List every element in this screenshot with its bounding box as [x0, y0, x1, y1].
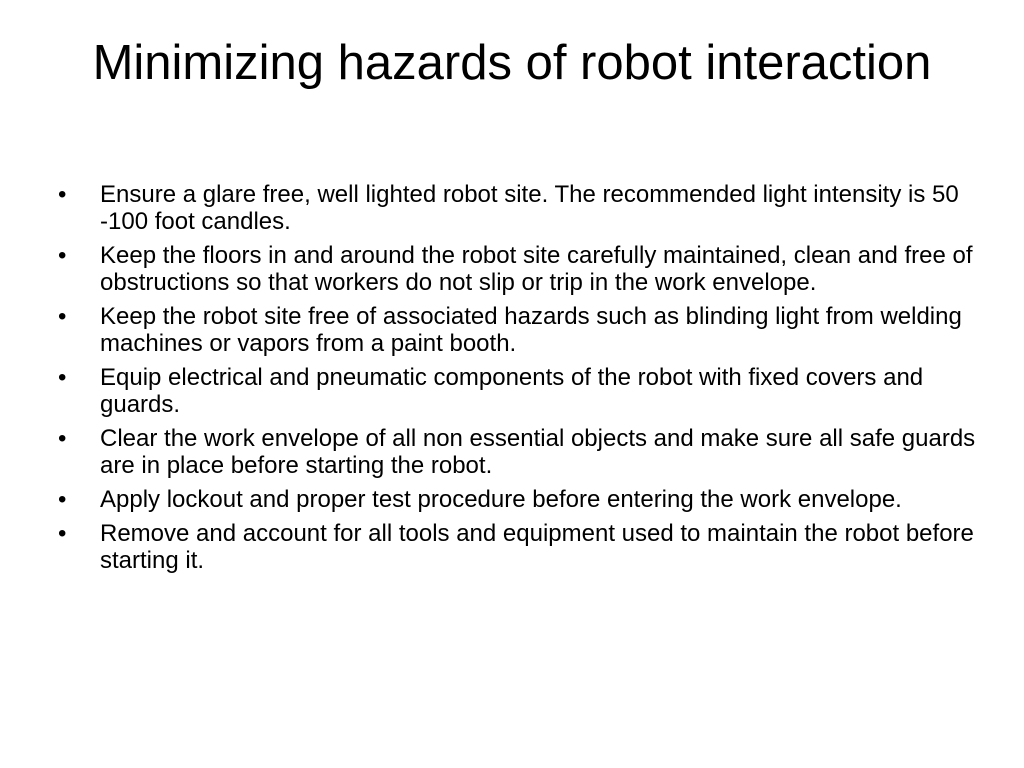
- bullet-item: [56, 181, 976, 235]
- bullet-text: Remove and account for all tools and equipment used to maintain the robot before starting it.: [100, 520, 974, 574]
- bullet-item: [56, 303, 976, 357]
- bullet-item: [56, 364, 976, 418]
- bullet-text: Ensure a glare free, well lighted robot site. The recommended light intensity is 50 -100 foot candles.: [100, 181, 959, 235]
- bullet-text: Apply lockout and proper test procedure before entering the work envelope.: [100, 486, 902, 513]
- slide-title: Minimizing hazards of robot interaction: [92, 36, 932, 90]
- bullet-text: Equip electrical and pneumatic components of the robot with fixed covers and guards.: [100, 364, 924, 418]
- bullet-item: [56, 520, 976, 574]
- bullet-icon: •: [58, 520, 67, 547]
- bullet-list: [56, 181, 976, 581]
- bullet-text: Clear the work envelope of all non essential objects and make sure all safe guards are in place before starting the robot.: [100, 425, 976, 479]
- bullet-icon: •: [58, 425, 67, 452]
- bullet-icon: •: [58, 181, 67, 208]
- bullet-icon: •: [58, 242, 67, 269]
- bullet-icon: •: [58, 364, 67, 391]
- bullet-item: [56, 242, 976, 296]
- bullet-text: Keep the floors in and around the robot site carefully maintained, clean and free of obstructions so that workers do not slip or trip in the work envelope.: [100, 242, 973, 296]
- bullet-item: [56, 425, 976, 479]
- bullet-item: [56, 486, 976, 513]
- bullet-icon: •: [58, 486, 67, 513]
- bullet-text: Keep the robot site free of associated hazards such as blinding light from welding machines or vapors from a paint booth.: [100, 303, 962, 357]
- bullet-icon: •: [58, 303, 67, 330]
